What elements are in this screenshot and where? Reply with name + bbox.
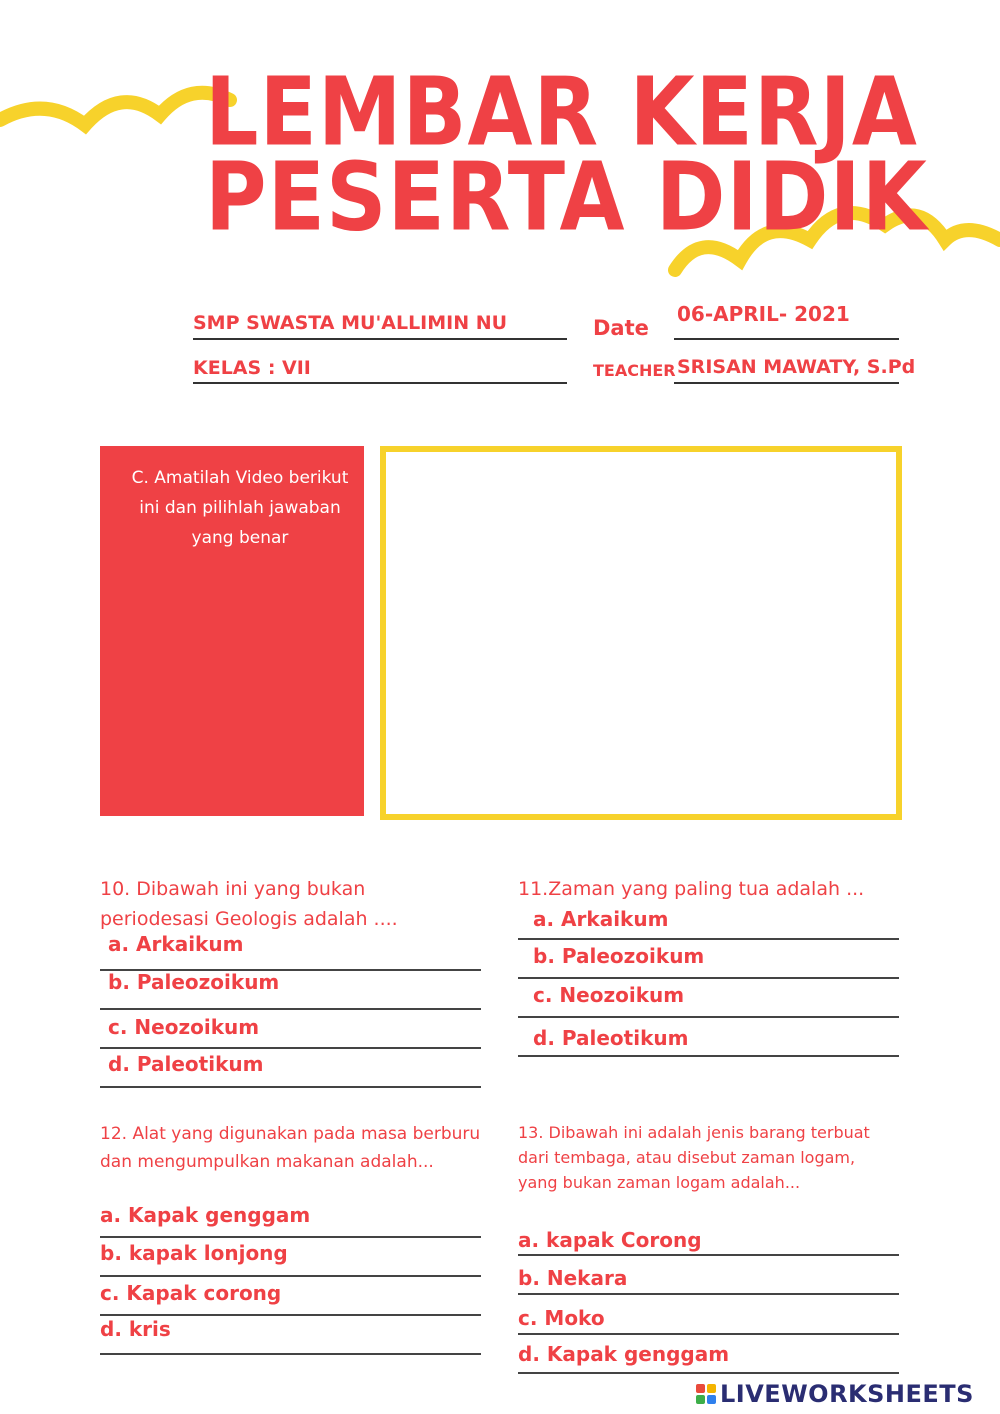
liveworksheets-brand [696, 1378, 974, 1410]
question-12-line-a [100, 1236, 481, 1238]
question-10-line-d [100, 1086, 481, 1088]
left-scallop-ribbon [0, 93, 230, 125]
question-13-option-d[interactable]: d. Kapak genggam [518, 1342, 730, 1366]
question-12-option-b[interactable]: b. kapak lonjong [100, 1241, 288, 1265]
date-value: 06-APRIL- 2021 [677, 302, 850, 326]
question-13-option-a[interactable]: a. kapak Corong [518, 1228, 702, 1252]
question-11-text: 11.Zaman yang paling tua adalah ... [518, 878, 865, 900]
question-11-option-a[interactable]: a. Arkaikum [533, 907, 669, 931]
question-11-line-b [518, 977, 899, 979]
question-13-option-b[interactable]: b. Nekara [518, 1266, 628, 1290]
question-12-option-a[interactable]: a. Kapak genggam [100, 1203, 311, 1227]
teacher-value: SRISAN MAWATY, S.Pd [677, 356, 916, 378]
page-title-line-2: PESERTA DIDIK [205, 142, 928, 252]
school-name: SMP SWASTA MU'ALLIMIN NU [193, 312, 508, 334]
question-12-option-c[interactable]: c. Kapak corong [100, 1281, 282, 1305]
logo-tile-i [707, 1384, 716, 1393]
logo-tile-l [696, 1384, 705, 1393]
date-underline [674, 338, 899, 340]
question-10-text: 10. Dibawah ini yang bukan periodesasi Geologis adalah .... [100, 878, 398, 930]
question-11-line-d [518, 1055, 899, 1057]
question-11-option-d[interactable]: d. Paleotikum [533, 1026, 689, 1050]
question-10-option-b[interactable]: b. Paleozoikum [108, 970, 280, 994]
logo-tile-e [707, 1395, 716, 1404]
question-12-option-d[interactable]: d. kris [100, 1317, 171, 1341]
question-13-line-b [518, 1293, 899, 1295]
school-underline [193, 338, 567, 340]
question-11-option-c[interactable]: c. Neozoikum [533, 983, 685, 1007]
question-11-option-b[interactable]: b. Paleozoikum [533, 944, 705, 968]
page-title-line-1: LEMBAR KERJA [205, 57, 918, 167]
class-underline [193, 382, 567, 384]
date-label: Date [593, 316, 649, 340]
question-13-text: 13. Dibawah ini adalah jenis barang terbuat dari tembaga, atau disebut zaman logam, yang bukan zaman logam adalah... [518, 1123, 870, 1192]
liveworksheets-logo-icon [696, 1384, 716, 1404]
video-frame[interactable] [380, 446, 902, 820]
teacher-underline [674, 382, 899, 384]
question-12-line-c [100, 1314, 481, 1316]
question-13-option-c[interactable]: c. Moko [518, 1306, 605, 1330]
question-12-line-d [100, 1353, 481, 1355]
question-13-line-c [518, 1333, 899, 1335]
brand-name: LIVEWORKSHEETS [720, 1380, 974, 1408]
question-11-line-c [518, 1016, 899, 1018]
instruction-text: C. Amatilah Video berikut ini dan pilihlah jawaban yang benar [131, 468, 349, 548]
question-13-line-d [518, 1372, 899, 1374]
question-10-option-a[interactable]: a. Arkaikum [108, 932, 244, 956]
class-label: KELAS : VII [193, 357, 311, 379]
question-13-line-a [518, 1254, 899, 1256]
question-12-text: 12. Alat yang digunakan pada masa berburu dan mengumpulkan makanan adalah... [100, 1124, 481, 1172]
question-10-option-c[interactable]: c. Neozoikum [108, 1015, 260, 1039]
logo-tile-v [696, 1395, 705, 1404]
question-11-line-a [518, 938, 899, 940]
question-10-option-d[interactable]: d. Paleotikum [108, 1052, 264, 1076]
teacher-label: TEACHER [593, 361, 676, 380]
question-12-line-b [100, 1275, 481, 1277]
question-10-line-c [100, 1047, 481, 1049]
question-10-line-b [100, 1008, 481, 1010]
